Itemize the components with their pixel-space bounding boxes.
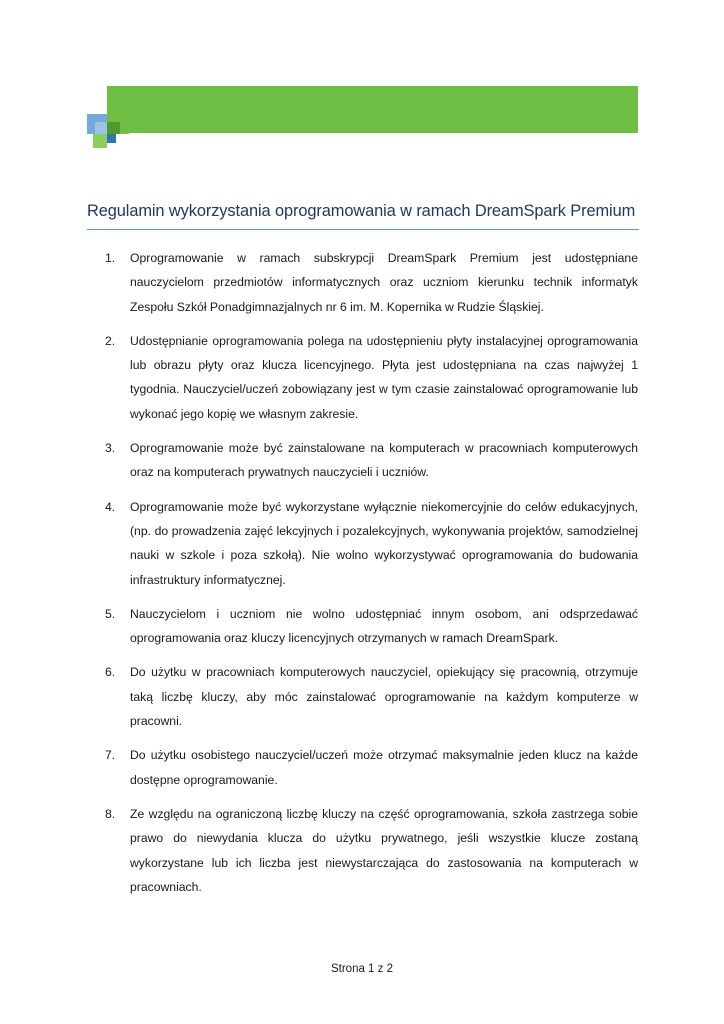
- logo-square-blue-light: [87, 114, 107, 134]
- list-item-number: 1.: [105, 251, 116, 265]
- list-item: [105, 602, 638, 651]
- regulations-list: [105, 246, 638, 909]
- list-item-text: Do użytku w pracowniach komputerowych nauczyciel, opiekujący się pracownią, otrzymuje taką liczbę kluczy, aby móc zainstalować oprogramowanie na każdym komputerze w pracowni.: [130, 665, 638, 729]
- document-title: Regulamin wykorzystania oprogramowania w ramach DreamSpark Premium: [87, 202, 636, 220]
- list-item-text: Oprogramowanie może być wykorzystane wyłącznie niekomercyjnie do celów edukacyjnych, (np. do prowadzenia zajęć lekcyjnych i pozalekcyjnych, wykonywania projektów, samodzielnej nauki w szkole i poza szkołą). Nie wolno wykorzystywać oprogramowania do budowania infrastruktury informatycznej.: [130, 499, 638, 587]
- list-item-text: Do użytku osobistego nauczyciel/uczeń może otrzymać maksymalnie jeden klucz na każde dostępne oprogramowanie.: [130, 748, 638, 787]
- logo-square-green-bottom: [93, 134, 107, 148]
- logo-mosaic: [0, 0, 724, 160]
- list-item-number: 4.: [105, 499, 116, 514]
- list-item: [105, 246, 638, 319]
- list-item: [105, 743, 638, 792]
- list-item: [105, 495, 638, 592]
- list-item-text: Udostępnianie oprogramowania polega na udostępnieniu płyty instalacyjnej oprogramowania lub obrazu płyty oraz klucza licencyjnego. Płyta jest udostępniana na czas najwyżej 1 tygodnia. Nauczyciel/uczeń zobowiązany jest w tym czasie zainstalować oprogramowanie lub wykonać jego kopię we własnym zakresie.: [130, 333, 638, 421]
- logo-square-blue-dark: [107, 134, 116, 143]
- list-item-number: 5.: [105, 606, 116, 621]
- list-item-number: 7.: [105, 748, 116, 763]
- header-bar: [107, 86, 638, 133]
- list-item-text: Nauczycielom i uczniom nie wolno udostępniać innym osobom, ani odsprzedawać oprogramowania oraz kluczy licencyjnych otrzymanych w ramach DreamSpark.: [130, 606, 638, 646]
- list-item-text: Ze względu na ograniczoną liczbę kluczy na część oprogramowania, szkoła zastrzega sobie prawo do niewydania klucza do użytku prywatnego, jeśli wszystkie klucze zostaną wykorzystane lub ich liczba jest niewystarczająca do zastosowania na komputerach w pracowniach.: [130, 806, 638, 894]
- list-item: [105, 436, 638, 485]
- list-item-number: 6.: [105, 665, 116, 680]
- list-item-text: Oprogramowanie może być zainstalowane na komputerach w pracowniach komputerowych oraz na komputerach prywatnych nauczycieli i uczniów.: [130, 441, 638, 480]
- list-item-number: 3.: [105, 441, 116, 456]
- list-item-text: Oprogramowanie w ramach subskrypcji DreamSpark Premium jest udostępniane nauczycielom przedmiotów informatycznych oraz uczniom kierunku technik informatyk Zespołu Szkół Ponadgimnazjalnych nr 6 im. M. Kopernika w Rudzie Śląskiej.: [130, 251, 638, 314]
- list-item-number: 2.: [105, 333, 116, 348]
- list-item: [105, 329, 638, 426]
- list-item: [105, 660, 638, 733]
- list-item: [105, 802, 638, 899]
- logo-square-blue-mid: [95, 122, 107, 134]
- list-item-number: 8.: [105, 806, 116, 821]
- title-underline: [87, 229, 639, 230]
- page-number: Strona 1 z 2: [330, 963, 393, 975]
